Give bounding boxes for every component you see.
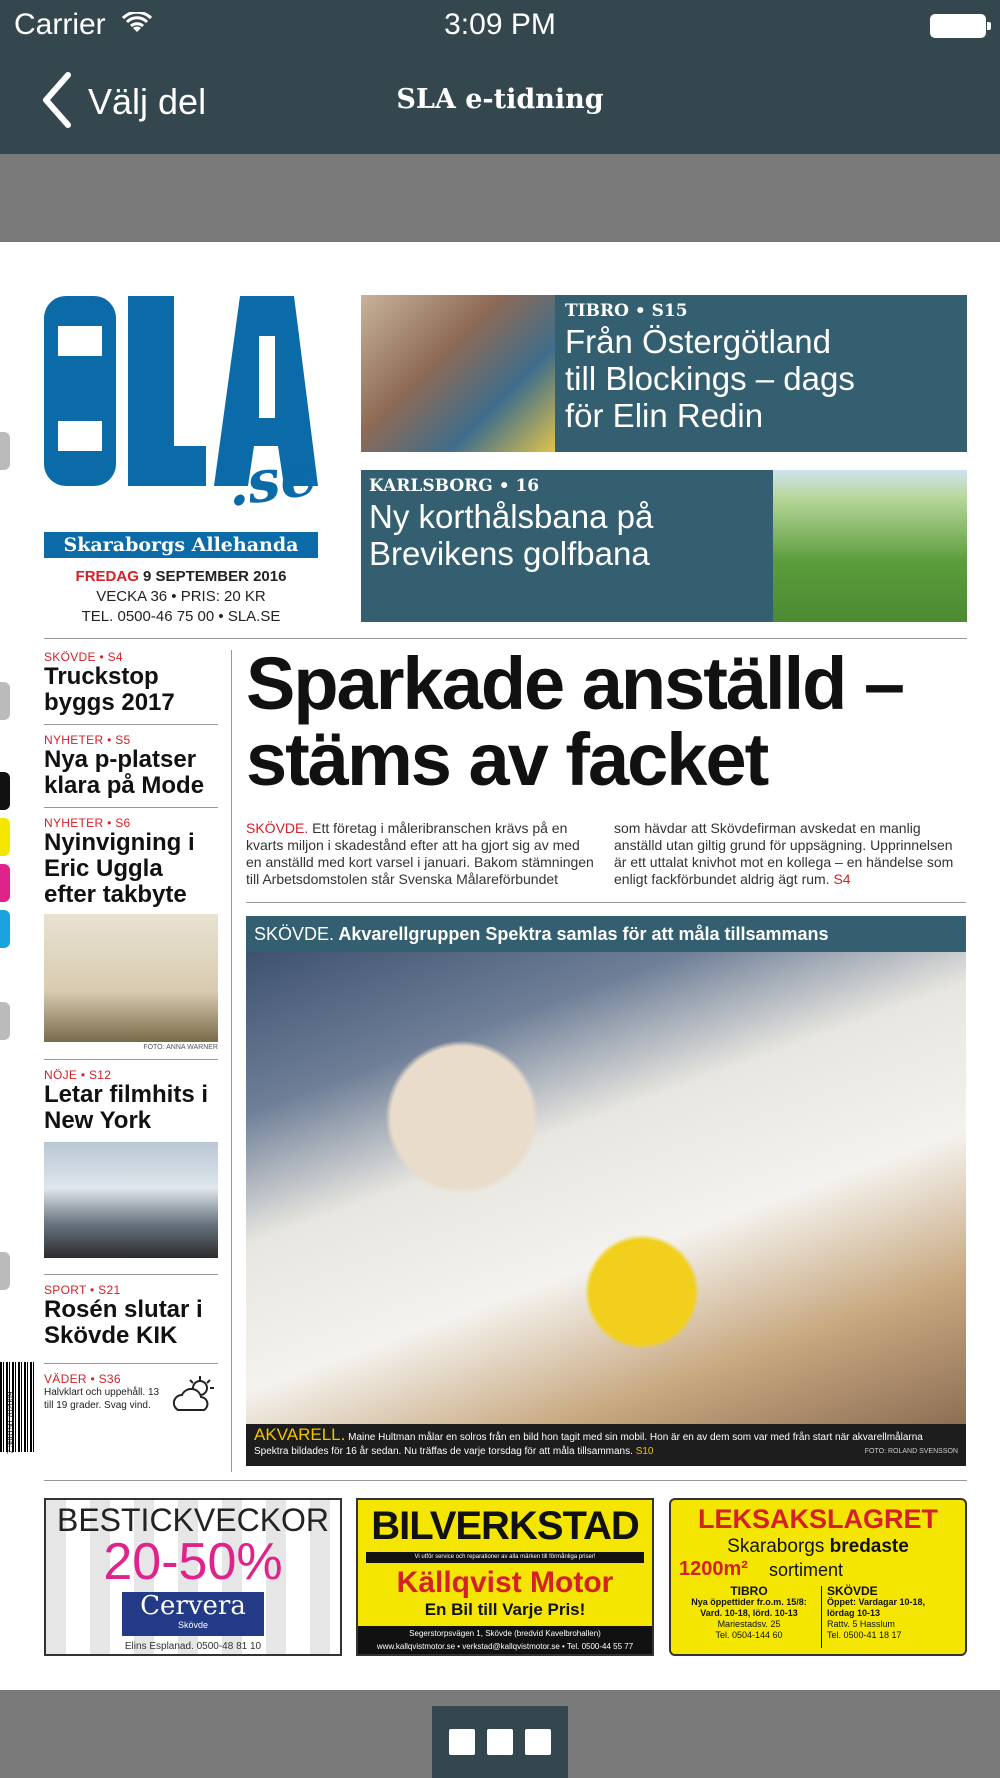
battery-icon <box>930 14 986 38</box>
teaser-headline: Ny korthålsbana på Brevikens golfbana <box>369 498 654 572</box>
lead-location: SKÖVDE. <box>246 820 309 836</box>
ad1-brand-sub: Skövde <box>177 1620 209 1630</box>
color-tab-magenta <box>0 864 10 902</box>
ad1-offer: 20-50% <box>103 1533 283 1591</box>
side-kicker: NYHETER • S5 <box>44 733 131 747</box>
color-tab-cyan <box>0 910 10 948</box>
side-item[interactable] <box>44 1068 218 1258</box>
ad3-skovde-l2: lördag 10-13 <box>827 1608 881 1618</box>
divider <box>44 1059 218 1060</box>
side-headline: Truckstop byggs 2017 <box>44 663 175 716</box>
divider <box>44 1363 218 1364</box>
main-headline[interactable]: Sparkade anställd – stäms av facket <box>246 642 904 801</box>
contact-line: TEL. 0500-46 75 00 • SLA.SE <box>81 608 281 625</box>
sidebar-news <box>44 650 218 1412</box>
ad2-address: Segerstorpsvägen 1, Skövde (bredvid Kavelbrohallen) <box>409 1629 601 1638</box>
ad3-tibro <box>679 1586 819 1641</box>
photo-credit: FOTO: ROLAND SVENSSON <box>864 1448 958 1455</box>
ad2-tagline: Vi utför service och reparationer av alla märken till förmånliga priser! <box>366 1552 644 1563</box>
top-gray-strip <box>0 154 1000 242</box>
feature-photo[interactable] <box>246 952 966 1424</box>
ad3-skovde-l1: Öppet: Vardagar 10-18, <box>827 1597 926 1607</box>
date-rest: 9 SEPTEMBER 2016 <box>143 568 287 585</box>
ad2-brand: Källqvist Motor <box>396 1566 614 1599</box>
teaser-karlsborg[interactable] <box>361 470 967 622</box>
grid-menu-button[interactable] <box>432 1706 568 1778</box>
ad3-line1-b: bredaste <box>829 1536 909 1557</box>
caption-kicker: AKVARELL. <box>254 1425 346 1444</box>
teaser-kicker: TIBRO • S15 <box>565 301 688 321</box>
divider <box>44 638 967 639</box>
side-item[interactable] <box>44 733 218 799</box>
ad3-line2: sortiment <box>769 1560 844 1580</box>
dateline <box>44 568 318 585</box>
svg-text:.se: .se <box>222 440 321 520</box>
ad3-skovde-l3: Rattv. 5 Hasslum <box>827 1619 895 1629</box>
side-kicker: NÖJE • S12 <box>44 1068 112 1082</box>
ad-bilverkstad[interactable] <box>356 1498 654 1656</box>
photo-credit: FOTO: ANNA WARNER <box>143 1044 218 1051</box>
photo-caption <box>246 1424 966 1466</box>
divider <box>44 1274 218 1275</box>
side-kicker: SKÖVDE • S4 <box>44 650 123 664</box>
nyc-photo <box>44 1142 218 1258</box>
menu-square-icon <box>525 1729 551 1755</box>
divider <box>44 1480 967 1481</box>
side-headline: Nyinvigning i Eric Uggla efter takbyte <box>44 829 195 908</box>
lead-column-1[interactable] <box>246 820 594 888</box>
ad-bestickveckor[interactable] <box>44 1498 342 1656</box>
ad1-address: Elins Esplanad. 0500-48 81 10 <box>124 1641 262 1652</box>
page-title: SLA e-tidning <box>396 84 604 115</box>
ad2-footer <box>358 1626 652 1654</box>
ad3-tibro-l1: Nya öppettider fr.o.m. 15/8: <box>691 1597 807 1607</box>
teaser-tibro[interactable] <box>361 295 967 452</box>
ad-leksakslagret[interactable] <box>669 1498 967 1656</box>
ad3-divider <box>821 1586 822 1648</box>
ad3-skovde <box>827 1586 961 1641</box>
ad2-slogan: En Bil till Varje Pris! <box>424 1600 586 1619</box>
side-kicker: VÄDER • S36 <box>44 1372 121 1386</box>
side-headline: Nya p-platser klara på Mode <box>44 746 205 799</box>
teaser-headline: Från Östergötland till Blockings – dags för Elin Redin <box>565 323 855 434</box>
navigation-bar <box>0 50 1000 154</box>
weather-text: Halvklart och uppehåll. 13 till 19 grader. Svag vind. <box>44 1387 160 1411</box>
ad3-tibro-title: TIBRO <box>730 1584 768 1598</box>
color-tab-black <box>0 772 10 810</box>
week-price: VECKA 36 • PRIS: 20 KR <box>96 588 266 605</box>
cervera-logo <box>122 1592 264 1636</box>
teaser-photo <box>773 470 967 622</box>
ad1-brand: Cervera <box>140 1591 246 1621</box>
ad2-contact: www.kallqvistmotor.se • verkstad@kallqvistmotor.se • Tel. 0500-44 55 77 <box>376 1642 634 1651</box>
photo-headline: Akvarellgruppen Spektra samlas för att måla tillsammans <box>338 924 829 944</box>
carrier-label: Carrier <box>14 8 106 41</box>
caption-text: Maine Hultman målar en solros från en bild hon tagit med sin mobil. Hon är en av dem som var med från start när akvarellmålarna Spektra bildades för 16 år sedan. Nu träffas de varje torsdag för att måla tillsammans. <box>254 1432 923 1457</box>
newspaper-page[interactable] <box>0 242 1000 1690</box>
photo-location: SKÖVDE. <box>254 924 335 944</box>
side-kicker: SPORT • S21 <box>44 1283 121 1297</box>
weather-item[interactable] <box>44 1372 218 1412</box>
sla-logo <box>44 296 362 522</box>
status-bar <box>0 0 1000 50</box>
divider <box>246 902 966 903</box>
color-tab-yellow <box>0 818 10 856</box>
ad3-line1 <box>671 1536 965 1558</box>
ad3-tibro-l3: Mariestadsv. 25 <box>717 1619 781 1629</box>
teaser-kicker: KARLSBORG • 16 <box>369 476 540 496</box>
ad2-title: BILVERKSTAD <box>371 1504 639 1548</box>
sun-cloud-icon <box>170 1374 218 1419</box>
ad3-tibro-l2: Vard. 10-18, lörd. 10-13 <box>700 1608 798 1618</box>
menu-square-icon <box>449 1729 475 1755</box>
side-kicker: NYHETER • S6 <box>44 816 131 830</box>
side-headline: Letar filmhits i New York <box>44 1081 209 1134</box>
ad3-area: 1200m² <box>679 1558 748 1580</box>
ad3-title: LEKSAKSLAGRET <box>697 1504 938 1534</box>
clock: 3:09 PM <box>444 8 556 41</box>
teaser-photo <box>361 295 555 452</box>
lead-page-ref: S4 <box>833 871 851 887</box>
ceiling-photo <box>44 914 218 1042</box>
divider <box>44 807 218 808</box>
margin-tab <box>0 1252 10 1290</box>
ad3-skovde-title: SKÖVDE <box>827 1584 878 1598</box>
ad3-tibro-l4: Tel. 0504-144 60 <box>715 1630 783 1640</box>
margin-tab <box>0 1002 10 1040</box>
photo-headline-bar[interactable] <box>246 916 966 952</box>
side-item[interactable] <box>44 1283 218 1349</box>
margin-tab <box>0 682 10 720</box>
ad3-line1-a: Skaraborgs <box>727 1536 825 1557</box>
ad3-skovde-l4: Tel. 0500-41 18 17 <box>827 1630 902 1640</box>
menu-square-icon <box>487 1729 513 1755</box>
column-divider <box>231 650 232 1472</box>
lead-text-2: som hävdar att Skövdefirman avskedat en manlig anställd utan giltig grund för uppsägning. Upprinnelsen är ett uttalat knivhot mot en kollega – en händelse som enligt fackförbundet aldrig ägt rum. <box>614 820 954 887</box>
side-item[interactable] <box>44 816 218 1051</box>
lead-column-2[interactable] <box>614 820 966 888</box>
ad1-title: BESTICKVECKOR <box>56 1502 330 1538</box>
margin-tab <box>0 432 10 470</box>
back-button-label: Välj del <box>88 81 207 122</box>
side-headline: Rosén slutar i Skövde KIK <box>44 1296 203 1349</box>
caption-page-ref: S10 <box>635 1446 654 1457</box>
barcode-number: 7 388150 702009 <box>6 1391 15 1454</box>
bottom-toolbar <box>0 1690 1000 1778</box>
date-day: FREDAG <box>75 568 139 585</box>
logo-subtitle: Skaraborgs Allehanda <box>44 532 318 558</box>
lead-text-1: Ett företag i måleribranschen krävs på en kvarts miljon i skadestånd efter att ha gjort sig av med en anställd med kort varsel i januari. Bakom stämningen till Arbetsdomstolen står Svenska Målareförbundet <box>246 820 594 887</box>
divider <box>44 724 218 725</box>
side-item[interactable] <box>44 650 218 716</box>
